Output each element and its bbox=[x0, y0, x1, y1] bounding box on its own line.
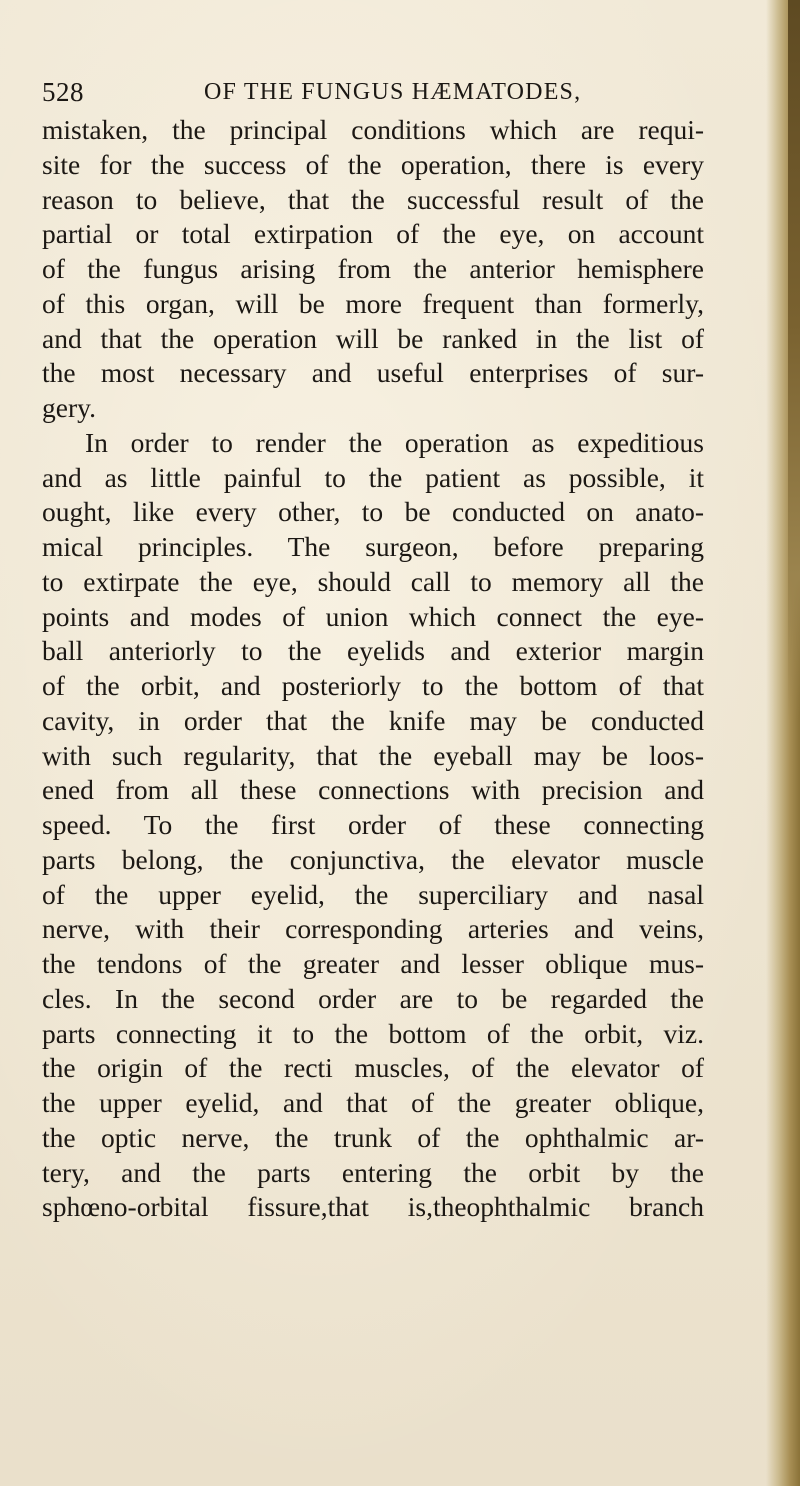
text-line: reason to believe, that the successful result of the bbox=[42, 183, 704, 215]
text-line: points and modes of union which connect the eye- bbox=[42, 600, 704, 632]
text-line: nerve, with their corresponding arteries and veins, bbox=[42, 913, 704, 945]
text-line: and as little painful to the patient as possible, it bbox=[42, 461, 704, 493]
text-line: the most necessary and useful enterprises of sur- bbox=[42, 357, 704, 389]
text-line: with such regularity, that the eyeball may be loos- bbox=[42, 739, 704, 771]
body-text bbox=[42, 113, 704, 1225]
text-line: site for the success of the operation, there is every bbox=[42, 148, 704, 180]
text-line: cles. In the second order are to be regarded the bbox=[42, 982, 704, 1014]
text-line: tery, and the parts entering the orbit by the bbox=[42, 1156, 704, 1188]
text-line: the origin of the recti muscles, of the elevator of bbox=[42, 1052, 704, 1084]
page-number: 528 bbox=[42, 77, 84, 107]
text-line: mistaken, the principal conditions which are requi- bbox=[42, 114, 704, 145]
text-line: mical principles. The surgeon, before preparing bbox=[42, 531, 704, 562]
running-head: OF THE FUNGUS HÆMATODES, bbox=[204, 79, 582, 105]
text-line: ball anteriorly to the eyelids and exterior margin bbox=[42, 635, 704, 667]
text-line: ened from all these connections with precision and bbox=[42, 774, 704, 806]
text-line: the optic nerve, the trunk of the ophthalmic ar- bbox=[42, 1121, 704, 1153]
text-line: ought, like every other, to be conducted on anato- bbox=[42, 496, 704, 528]
page-edge-binding bbox=[788, 0, 800, 720]
text-line: speed. To the first order of these connecting bbox=[42, 809, 704, 840]
text-line: and that the operation will be ranked in the list of bbox=[42, 322, 704, 354]
text-line: parts connecting it to the bottom of the orbit, viz. bbox=[42, 1017, 704, 1049]
text-line: of the orbit, and posteriorly to the bottom of that bbox=[42, 670, 704, 701]
page-header bbox=[42, 72, 742, 112]
text-line: parts belong, the conjunctiva, the elevator muscle bbox=[42, 843, 704, 875]
text-line: to extirpate the eye, should call to memory all the bbox=[42, 565, 704, 597]
text-line: gery. bbox=[42, 392, 96, 423]
text-line: of the upper eyelid, the superciliary and nasal bbox=[42, 878, 704, 910]
text-line: the upper eyelid, and that of the greater oblique, bbox=[42, 1087, 704, 1118]
text-line: the tendons of the greater and lesser oblique mus- bbox=[42, 948, 704, 979]
text-line: of the fungus arising from the anterior hemisphere bbox=[42, 253, 704, 284]
text-line: partial or total extirpation of the eye, on account bbox=[42, 218, 704, 250]
text-line: sphœno-orbital fissure,that is,theophthalmic branch bbox=[42, 1191, 704, 1223]
paragraph-start-line: In order to render the operation as expeditious bbox=[85, 426, 704, 458]
text-line: cavity, in order that the knife may be conducted bbox=[42, 704, 704, 736]
text-line: of this organ, will be more frequent than formerly, bbox=[42, 287, 704, 319]
